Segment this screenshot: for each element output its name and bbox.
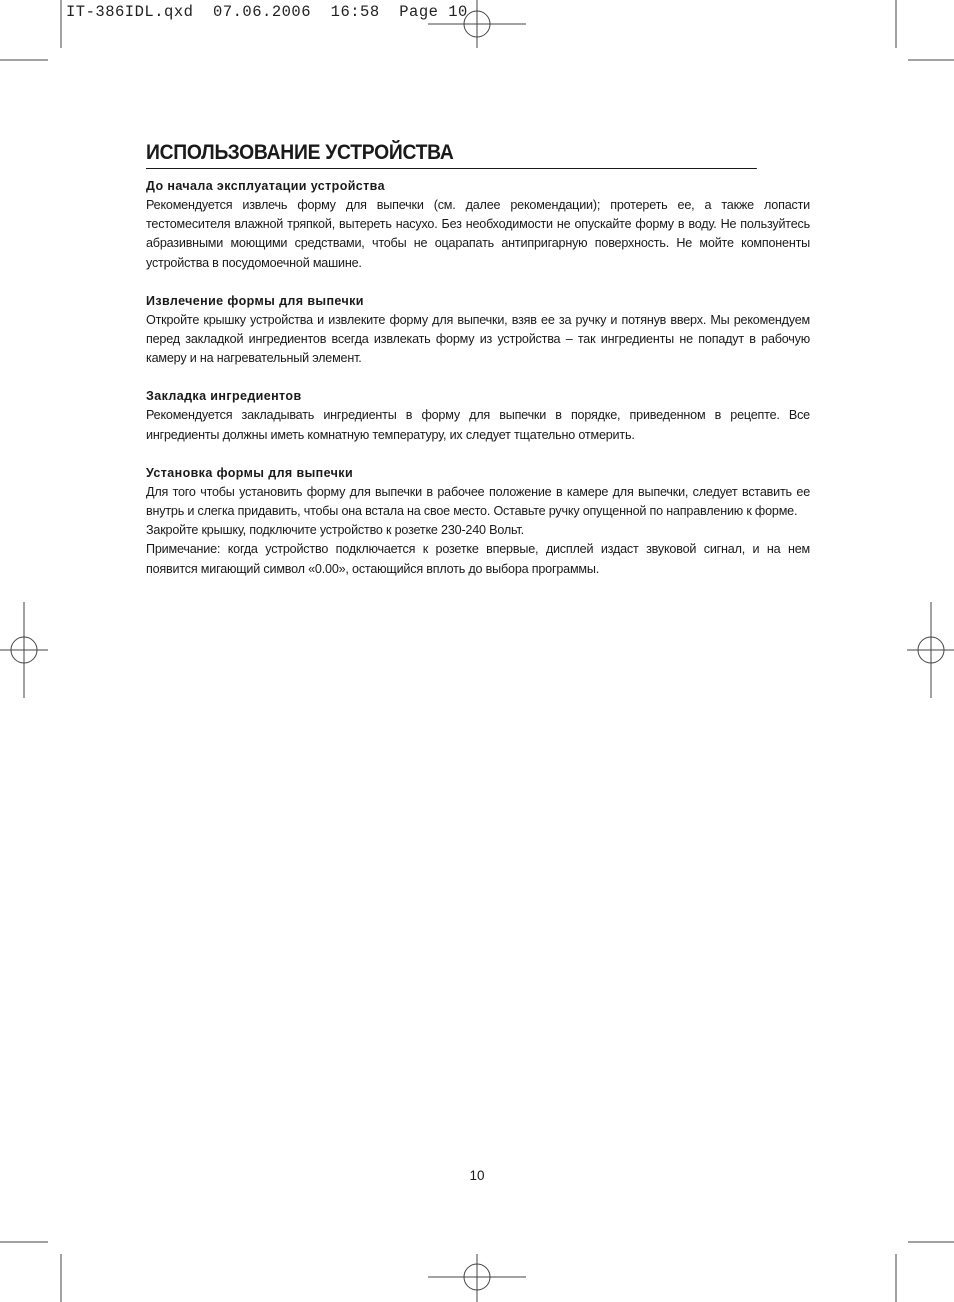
section-adding-ingredients: [146, 387, 810, 444]
print-slug: IT-386IDL.qxd 07.06.2006 16:58 Page 10: [66, 3, 468, 21]
registration-mark-bottom: [428, 1254, 526, 1302]
section-paragraph: Рекомендуется извлечь форму для выпечки (см. далее рекомендации); протереть ее, а также лопасти тестомесителя влажной тряпкой, вытереть насухо. Без необходимости не опускайте форму в воду. Не пользуйтесь абразивными моющими средствами, чтобы не оцарапать антипригарную поверхность. Не мойте компоненты устройства в посудомоечной машине.: [146, 198, 810, 270]
section-heading: Установка формы для выпечки: [146, 465, 354, 480]
registration-mark-top: [428, 0, 526, 48]
page-number: 10: [469, 1168, 485, 1183]
section-paragraph: Откройте крышку устройства и извлеките форму для выпечки, взяв ее за ручку и потянув вверх. Мы рекомендуем перед закладкой ингредиентов всегда извлекать форму из устройства – так ингредиенты не попадут в рабочую камеру и на нагревательный элемент.: [146, 312, 810, 366]
registration-mark-left: [0, 602, 48, 698]
section-heading: Закладка ингредиентов: [146, 389, 302, 404]
registration-mark-right: [907, 602, 954, 698]
section-heading: До начала эксплуатации устройства: [146, 179, 385, 193]
section-note: Примечание: когда устройство подключается к розетке впервые, дисплей издаст звуковой сигнал, и на нем появится мигающий символ «0.00», остающийся вплоть до выбора программы.: [146, 542, 810, 576]
section-paragraph: Рекомендуется закладывать ингредиенты в форму для выпечки в порядке, приведенном в рецепте. Все ингредиенты должны иметь комнатную температуру, их следует тщательно отмерить.: [146, 408, 810, 442]
page-content: [146, 140, 810, 579]
section-heading: Извлечение формы для выпечки: [146, 293, 364, 308]
section-installing-pan: [146, 464, 810, 579]
section-paragraph: Закройте крышку, подключите устройство к розетке 230-240 Вольт.: [146, 523, 524, 538]
section-before-use: [146, 177, 810, 273]
section-paragraph: Для того чтобы установить форму для выпечки в рабочее положение в камере для выпечки, следует вставить ее внутрь и слегка придавить, чтобы она встала на свое место. Оставьте ручку опущенной по направлению к форме.: [146, 484, 810, 519]
section-removing-pan: [146, 292, 810, 369]
page-title: ИСПОЛЬЗОВАНИЕ УСТРОЙСТВА: [146, 140, 757, 169]
